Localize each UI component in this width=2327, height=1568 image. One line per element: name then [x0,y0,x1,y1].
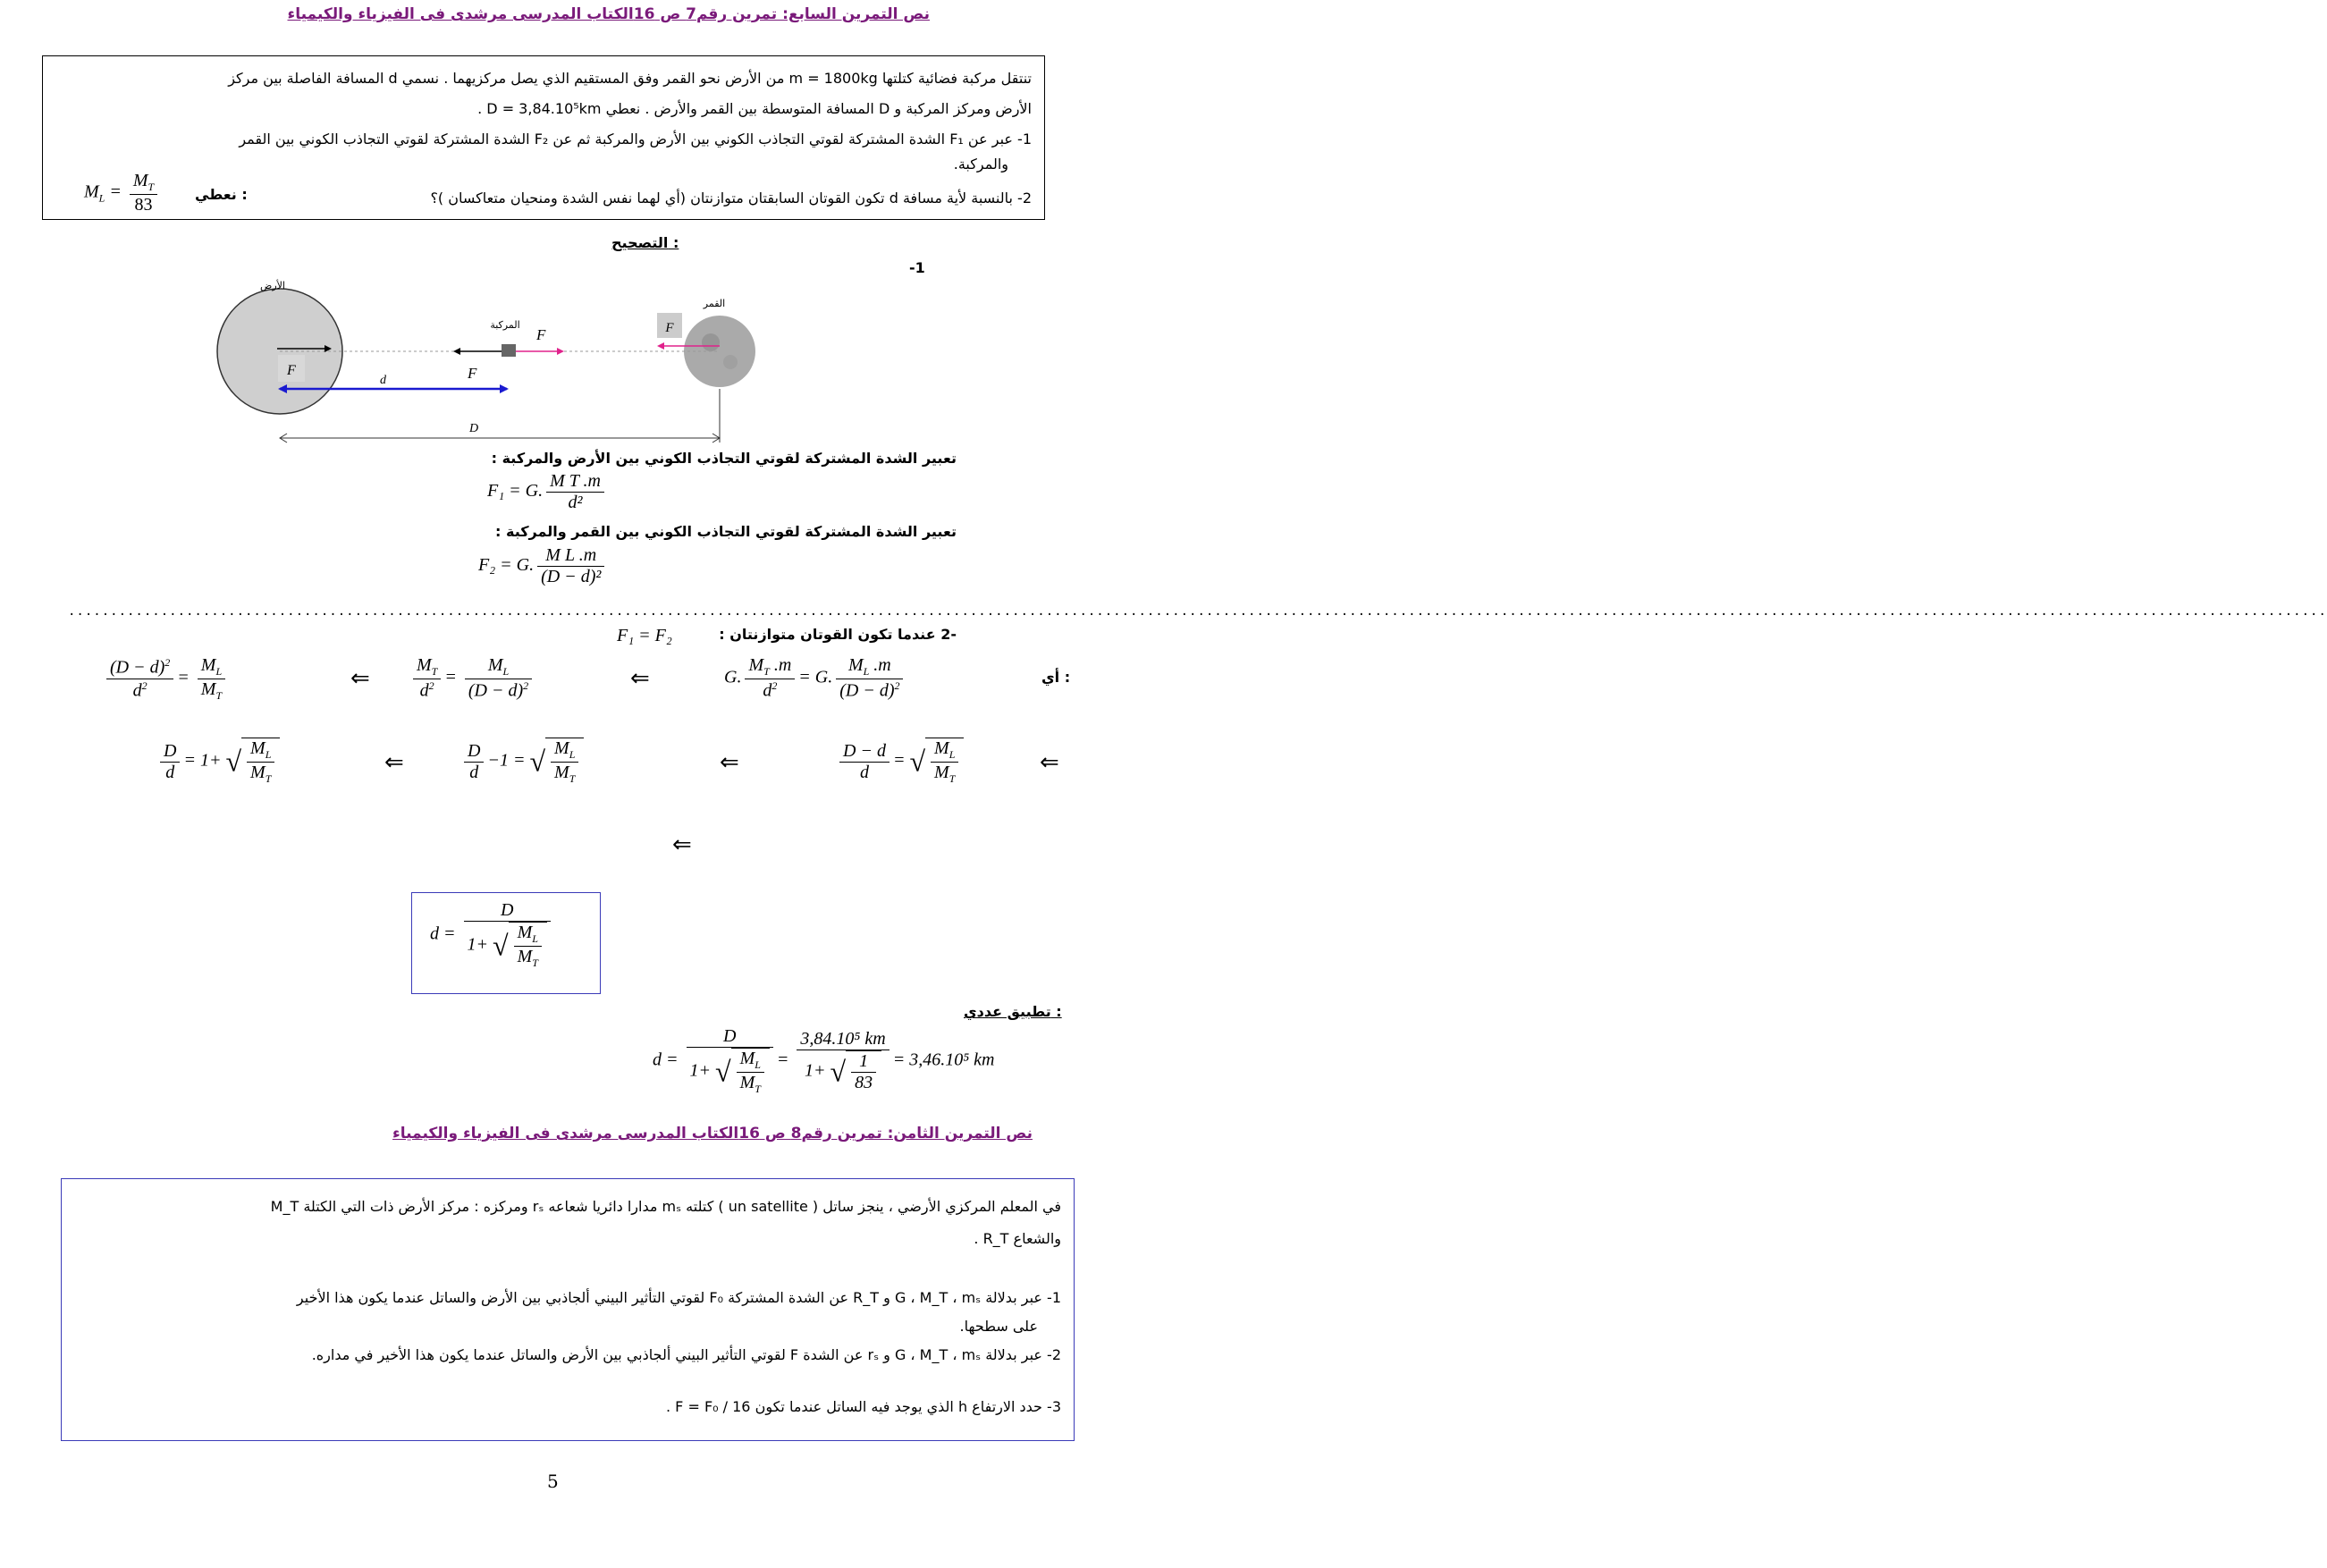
implies-arrow: ⇐ [630,665,650,691]
numeric-title: تطبيق عددي : [964,1003,1062,1020]
given-formula: $M_L$ = $\frac{M_T}{83}$ [84,171,161,215]
ex8-q2: 2- عبر بدلالة G ، M_T ، mₛ و rₛ عن الشدة F لقوتي التأثير البيني ألجاذبي بين الأرض والساتل عندما يكون هذا الأخير في مداره. [311,1346,1061,1363]
ex7-line2: الأرض ومركز المركبة و D المسافة المتوسطة بين القمر والأرض . نعطي D = 3,84.10⁵km . [477,100,1032,117]
moon-force-label: F [665,321,674,335]
f1-formula: F₁ = G. $\frac{\text{M T .m}}{\text{d²}}$ [487,471,608,513]
exercise7-title: نص التمرين السابع: تمرين رقم7 ص 16الكتاب المدرسى مرشدى فى الفيزياء والكيمياء [287,5,930,23]
step5-formula: $\frac{D}{d}$ −1 = √ $\frac{M_L}{M_T}$ [460,738,584,786]
step6-formula: $\frac{D}{d}$ = 1+ √ $\frac{M_L}{M_T}$ [156,738,280,786]
implies-arrow: ⇐ [384,749,404,775]
part2-label: -2 عندما تكون القوتان متوازنتان : [719,626,957,643]
ex8-q1: 1- عبر بدلالة G ، M_T ، mₛ و R_T عن الشدة المشتركة F₀ لقوتي التأثير البيني ألجاذبي بين الأرض والساتل عندما يكون هذا الأخير [296,1289,1061,1306]
step1-formula: G. $\frac{M_T .m}{d^2}$ = G. $\frac{M_L .m}{(D - d)^2}$ [724,655,906,702]
ex7-q1: 1- عبر عن F₁ الشدة المشتركة لقوتي التجاذب الكوني بين الأرض والمركبة ثم عن F₂ الشدة المشتركة لقوتي التجاذب الكوني بين القمر [239,131,1032,148]
step4-formula: $\frac{D - d}{d}$ = √ $\frac{M_L}{M_T}$ [836,738,964,786]
step3-formula: $\frac{(D - d)^2}{d^2}$ = $\frac{M_L}{M_T}$ [103,655,229,703]
earth-moon-figure [192,273,782,447]
d-label: d [380,374,386,387]
dotted-separator: ............................................................................................................................................................................................................................................................................ [68,604,2327,619]
implies-arrow: ⇐ [1040,749,1059,775]
implies-arrow: ⇐ [672,831,692,857]
ai-label: أي : [1041,669,1071,686]
exercise8-box [61,1178,1075,1441]
ex8-p1: في المعلم المركزي الأرضي ، ينجز ساتل ( un satellite ) كتلته mₛ مدارا دائريا شعاعه rₛ ومركزه : مركز الأرض ذات التي الكتلة M_T [270,1198,1061,1215]
ex8-q1-cont: على سطحها. [959,1318,1038,1335]
result-box [411,892,601,994]
implies-arrow: ⇐ [350,665,370,691]
correction-title: التصحيح : [611,234,679,251]
f2-formula: F₂ = G. $\frac{\text{M L .m}}{\text{(D − d)²}}$ [478,545,608,587]
exercise8-title: نص التمرين الثامن: تمرين رقم8 ص 16الكتاب المدرسى مرشدى فى الفيزياء والكيمياء [392,1125,1033,1142]
result-formula: d = D 1+ √ $\frac{M_L}{M_T}$ [430,900,554,970]
numeric-formula: d = D 1+ √ $\frac{M_L}{M_T}$ = 3,84.10⁵ km 1+ √ $\frac{1}{83}$ = 3,46.10⁵ km [653,1026,995,1095]
ex8-p2: والشعاع R_T . [974,1230,1061,1247]
exercise7-box [42,55,1045,220]
ex7-q2: 2- بالنسبة لأية مسافة d تكون القوتان السابقتان متوازنتان (أي لهما نفس الشدة ومنحيان متعاكسان )؟ [430,190,1032,207]
ex7-q1-cont: والمركبة. [953,156,1008,173]
ex7-line1: تنتقل مركبة فضائية كتلتها m = 1800kg من الأرض نحو القمر وفق المستقيم الذي يصل مركزيهما . نسمي d المسافة الفاصلة بين مركز [228,70,1032,87]
equilibrium-equation: F₁ = F₂ [617,626,672,645]
spacecraft-label: المركبة [490,319,520,331]
spacecraft [502,344,516,357]
f2-label: F [536,326,546,343]
f2-text: تعبير الشدة المشتركة لقوتي التجاذب الكوني بين القمر والمركبة : [495,523,957,540]
part1-number: -1 [909,259,925,276]
page-number: 5 [547,1471,559,1492]
implies-arrow: ⇐ [720,749,739,775]
given-label: نعطي : [195,186,248,203]
earth-force-label: F [287,363,296,378]
earth-label: الأرض [260,280,285,291]
f1-label: F [468,365,477,382]
moon-label: القمر [703,298,726,309]
step2-formula: $\frac{M_T}{d^2}$ = $\frac{M_L}{(D - d)^2}$ [409,655,535,702]
D-label: D [469,422,479,435]
ex8-q3: 3- حدد الارتفاع h الذي يوجد فيه الساتل عندما تكون F = F₀ / 16 . [665,1398,1061,1415]
f1-text: تعبير الشدة المشتركة لقوتي التجاذب الكوني بين الأرض والمركبة : [491,450,957,467]
